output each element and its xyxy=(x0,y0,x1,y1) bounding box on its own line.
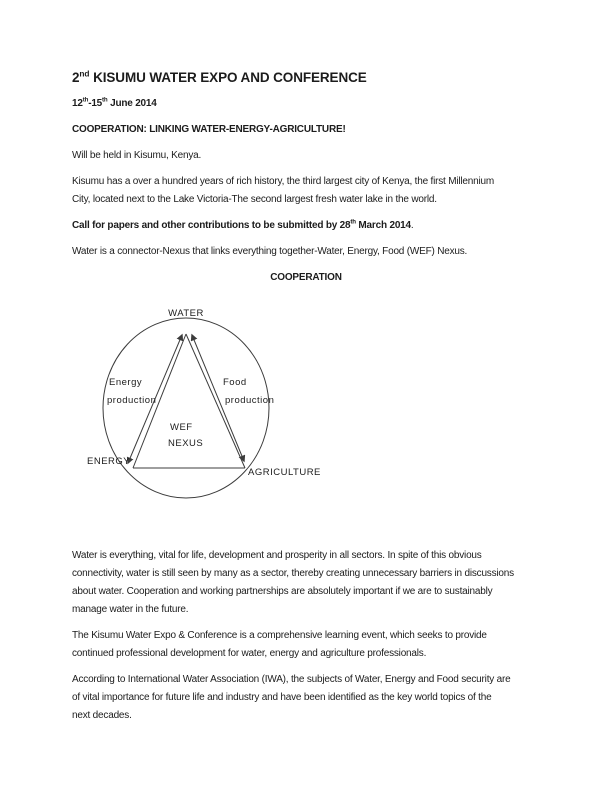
wef-nexus-label-line1: WEF xyxy=(170,422,193,433)
water-label: WATER xyxy=(168,308,204,319)
nexus-circle xyxy=(103,318,269,498)
text-segment: 2 xyxy=(72,70,80,85)
text-segment: connectivity, water is still seen by many as a sector, thereby creating unnecessary barriers in discussions xyxy=(72,568,514,579)
text-segment: manage water in the future. xyxy=(72,604,189,615)
text-line xyxy=(72,95,540,113)
text-segment: nd xyxy=(79,68,90,79)
conference-title xyxy=(72,69,540,87)
text-segment: June 2014 xyxy=(107,98,157,109)
text-line xyxy=(72,601,540,619)
wef-nexus-diagram xyxy=(72,295,412,530)
text-segment: According to International Water Association (IWA), the subjects of Water, Energy and Food security are xyxy=(72,674,511,685)
text-line xyxy=(72,645,540,663)
iwa-paragraph xyxy=(72,671,540,725)
document-top xyxy=(72,69,540,287)
text-line xyxy=(72,69,540,87)
wef-nexus-label-line2: NEXUS xyxy=(168,438,204,449)
text-segment: Will be held in Kisumu, Kenya. xyxy=(72,150,202,161)
text-line xyxy=(72,147,540,165)
text-line xyxy=(72,707,540,725)
cooperation-caption xyxy=(72,269,540,287)
call-for-papers-line xyxy=(72,217,540,235)
text-segment: th xyxy=(350,218,356,226)
theme-heading xyxy=(72,121,540,139)
text-segment: next decades. xyxy=(72,710,132,721)
text-segment: . xyxy=(410,220,414,231)
food-production-label-line2: production xyxy=(225,395,275,406)
text-segment: th xyxy=(102,96,108,104)
text-segment: 12 xyxy=(72,98,83,109)
text-line xyxy=(72,671,540,689)
text-segment: Call for papers and other contributions to be submitted by 28 xyxy=(72,220,351,231)
text-segment: of vital importance for future life and industry and have been identified as the key world topics of the xyxy=(72,692,492,703)
text-line xyxy=(72,565,540,583)
location-line xyxy=(72,147,540,165)
document-bottom xyxy=(72,547,540,725)
energy-production-label-line2: production xyxy=(107,395,157,406)
text-segment: COOPERATION xyxy=(270,272,342,283)
text-segment: City, located next to the Lake Victoria-The second largest fresh water lake in the world. xyxy=(72,194,437,205)
food-production-label-line1: Food xyxy=(223,377,247,388)
text-line xyxy=(72,243,540,261)
date-line xyxy=(72,95,540,113)
water-importance-paragraph xyxy=(72,547,540,619)
text-line xyxy=(72,173,540,191)
text-line xyxy=(72,217,540,235)
text-line xyxy=(72,269,540,287)
nexus-connector-line xyxy=(72,243,540,261)
text-line xyxy=(72,547,540,565)
text-segment: COOPERATION: LINKING WATER-ENERGY-AGRICULTURE! xyxy=(72,124,346,135)
text-line xyxy=(72,583,540,601)
energy-production-label-line1: Energy xyxy=(109,377,143,388)
text-segment: The Kisumu Water Expo & Conference is a comprehensive learning event, which seeks to provide xyxy=(72,630,487,641)
text-segment: Kisumu has a over a hundred years of rich history, the third largest city of Kenya, the first Millennium xyxy=(72,176,494,187)
diagram-block xyxy=(72,295,540,535)
text-segment: March 2014 xyxy=(355,220,411,231)
text-segment: continued professional development for water, energy and agriculture professionals. xyxy=(72,648,427,659)
text-segment: about water. Cooperation and working partnerships are absolutely important if we are to sustainably xyxy=(72,586,493,597)
text-segment: -15 xyxy=(88,98,103,109)
text-segment: Water is everything, vital for life, development and prosperity in all sectors. In spite of this obvious xyxy=(72,550,482,561)
text-line xyxy=(72,689,540,707)
text-line xyxy=(72,121,540,139)
text-segment: KISUMU WATER EXPO AND CONFERENCE xyxy=(89,70,367,85)
energy-label: ENERGY xyxy=(87,456,131,467)
text-line xyxy=(72,627,540,645)
text-segment: Water is a connector-Nexus that links everything together-Water, Energy, Food (WEF) Nexus. xyxy=(72,246,468,257)
text-segment: th xyxy=(82,96,89,104)
agriculture-label: AGRICULTURE xyxy=(248,467,321,478)
text-line xyxy=(72,191,540,209)
expo-description-paragraph xyxy=(72,627,540,663)
history-paragraph xyxy=(72,173,540,209)
